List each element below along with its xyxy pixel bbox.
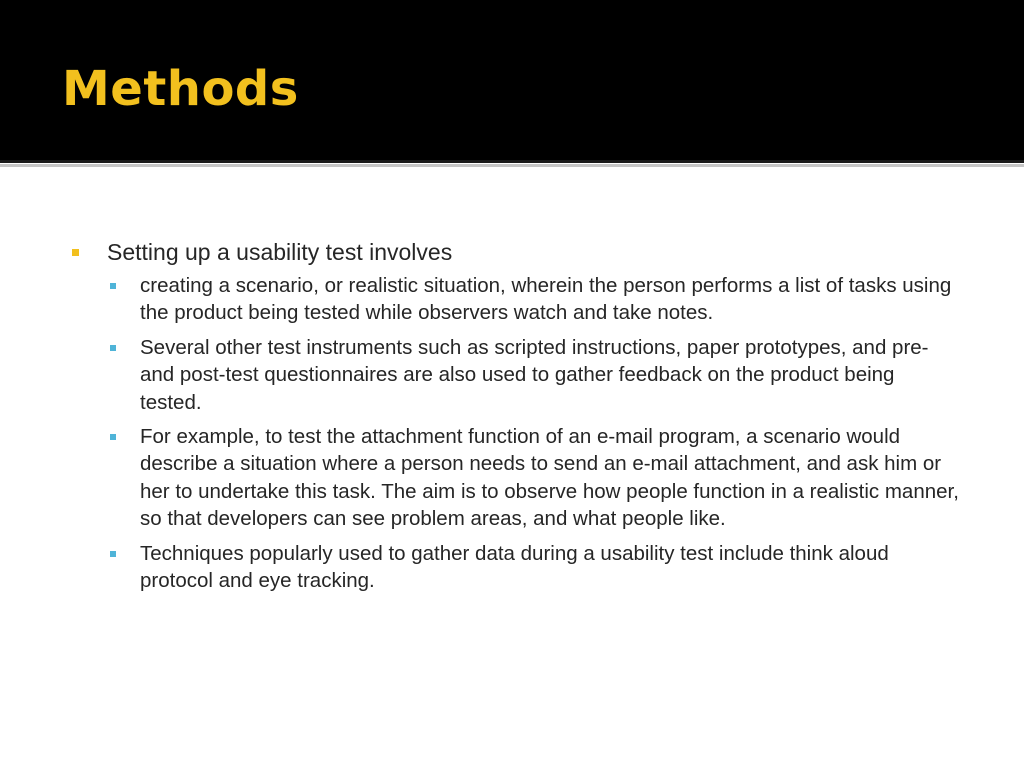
sub-bullet-text: creating a scenario, or realistic situation, wherein the person performs a list of tasks using the product being tested while observers watch and take notes. — [140, 274, 952, 325]
square-bullet-icon — [110, 283, 116, 289]
sub-bullet-list — [70, 272, 970, 594]
square-bullet-icon — [110, 434, 116, 440]
sub-bullet-item — [70, 540, 960, 595]
sub-bullet-item — [70, 423, 960, 533]
sub-bullet-text: Techniques popularly used to gather data during a usability test include think aloud protocol and eye tracking. — [140, 541, 889, 593]
title-divider-dark — [0, 160, 1024, 163]
slide-title: Methods — [62, 61, 299, 117]
title-bar — [0, 0, 1024, 160]
square-bullet-icon — [110, 551, 116, 557]
bullet-item-main — [70, 236, 970, 268]
slide-body — [70, 236, 970, 601]
square-bullet-icon — [72, 249, 79, 256]
sub-bullet-item — [70, 272, 960, 327]
title-divider-light — [0, 164, 1024, 167]
bullet-text-main: Setting up a usability test involves — [107, 239, 453, 265]
sub-bullet-item — [70, 334, 960, 416]
sub-bullet-text: Several other test instruments such as scripted instructions, paper prototypes, and pre- and post-test questionnaires are also used to gather feedback on the product being tested. — [140, 335, 929, 414]
sub-bullet-text: For example, to test the attachment function of an e-mail program, a scenario would describe a situation where a person needs to send an e-mail attachment, and ask him or her to undertake this task. The aim is to observe how people function in a realistic manner, so that developers can see problem areas, and what people like. — [140, 425, 959, 531]
square-bullet-icon — [110, 345, 116, 351]
